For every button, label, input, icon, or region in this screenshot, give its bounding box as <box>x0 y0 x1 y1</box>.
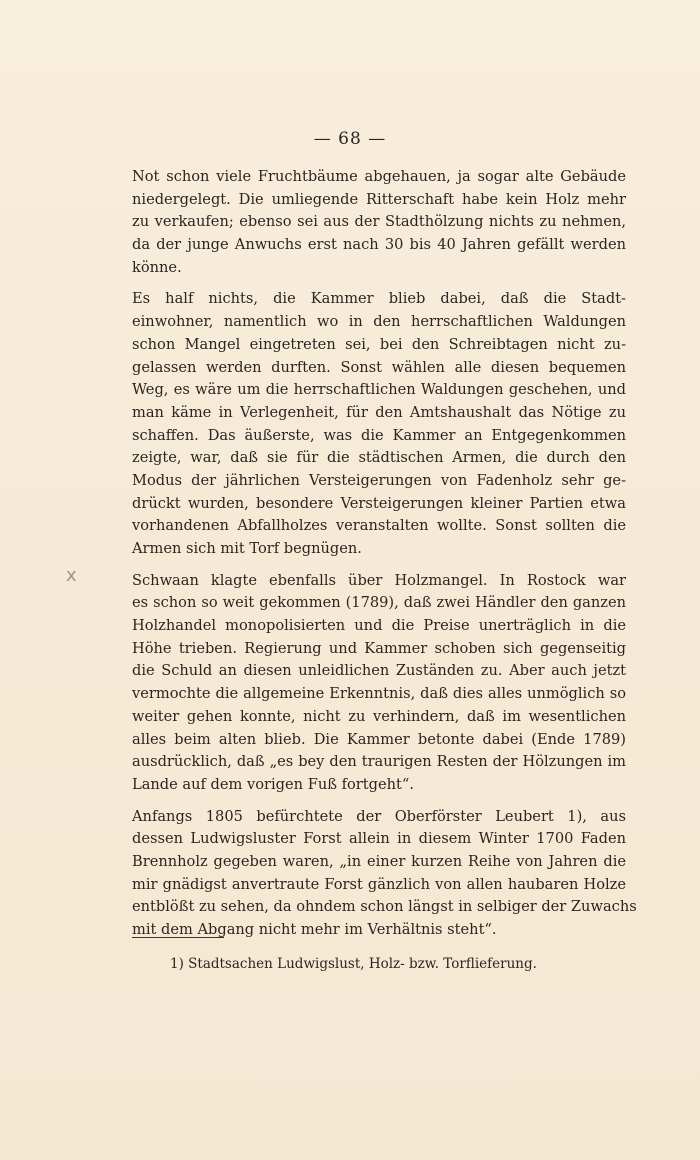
text-line: schaffen. Das äußerste, was die Kammer an Entgegenkommen <box>132 426 626 444</box>
text-line: da der junge Anwuchs erst nach 30 bis 40 Jahren gefällt werden <box>132 236 626 254</box>
text-line: man käme in Verlegenheit, für den Amtshaushalt das Nötige zu <box>132 403 626 421</box>
text-line: mit dem Abgang nicht mehr im Verhältnis steht“. <box>132 921 497 938</box>
footnote: 1) Stadtsachen Ludwigslust, Holz- bzw. Torflieferung. <box>170 956 537 972</box>
page-number: — 68 — <box>313 129 387 149</box>
text-line: ausdrücklich, daß „es bey den traurigen Resten der Hölzungen im <box>132 753 626 771</box>
text-line: es schon so weit gekommen (1789), daß zwei Händler den ganzen <box>132 594 626 612</box>
text-line: könne. <box>132 258 182 276</box>
footnote-rule <box>132 937 224 938</box>
text-line: Höhe trieben. Regierung und Kammer schoben sich gegenseitig <box>132 639 626 657</box>
text-line: Armen sich mit Torf begnügen. <box>132 540 362 557</box>
paragraph-4 <box>132 806 637 942</box>
text-line: weiter gehen konnte, nicht zu verhindern, daß im wesentlichen <box>132 707 626 725</box>
text-line: Es half nichts, die Kammer blieb dabei, daß die Stadt- <box>132 290 626 308</box>
margin-pencil-mark: x <box>66 565 77 586</box>
text-line: niedergelegt. Die umliegende Ritterschaft habe kein Holz mehr <box>132 190 626 208</box>
text-line: vermochte die allgemeine Erkenntnis, daß dies alles unmöglich so <box>132 685 626 703</box>
text-line: Not schon viele Fruchtbäume abgehauen, ja sogar alte Gebäude <box>132 168 626 185</box>
text-line: zeigte, war, daß sie für die städtischen Armen, die durch den <box>132 449 626 467</box>
text-line: Lande auf dem vorigen Fuß fortgeht“. <box>132 775 414 793</box>
body-text <box>132 166 637 951</box>
text-line: vorhandenen Abfallholzes veranstalten wollte. Sonst sollten die <box>132 517 626 535</box>
text-line: zu verkaufen; ebenso sei aus der Stadthölzung nichts zu nehmen, <box>132 213 626 231</box>
paragraph-2 <box>132 288 626 560</box>
text-line: schon Mangel eingetreten sei, bei den Schreibtagen nicht zu- <box>132 335 626 353</box>
text-line: gelassen werden durften. Sonst wählen alle diesen bequemen <box>132 358 626 376</box>
paragraph-1 <box>132 166 626 279</box>
text-line: Weg, es wäre um die herrschaftlichen Waldungen geschehen, und <box>132 381 626 399</box>
text-line: dessen Ludwigsluster Forst allein in diesem Winter 1700 Faden <box>132 830 626 848</box>
text-line: Modus der jährlichen Versteigerungen von Fadenholz sehr ge- <box>132 471 626 489</box>
text-line: Anfangs 1805 befürchtete der Oberförster Leubert 1), aus <box>132 807 626 825</box>
paragraph-3 <box>132 570 626 797</box>
text-line: entblößt zu sehen, da ohndem schon längst in selbiger der Zuwachs <box>132 898 637 916</box>
text-line: Brennholz gegeben waren, „in einer kurzen Reihe von Jahren die <box>132 852 626 870</box>
text-line: Holzhandel monopolisierten und die Preise unerträglich in die <box>132 617 626 635</box>
text-line: die Schuld an diesen unleidlichen Zuständen zu. Aber auch jetzt <box>132 662 626 680</box>
text-line: Schwaan klagte ebenfalls über Holzmangel. In Rostock war <box>132 571 626 589</box>
text-line: mir gnädigst anvertraute Forst gänzlich von allen haubaren Holze <box>132 875 626 893</box>
text-line: drückt wurden, besondere Versteigerungen kleiner Partien etwa <box>132 494 626 512</box>
text-line: alles beim alten blieb. Die Kammer betonte dabei (Ende 1789) <box>132 730 626 748</box>
text-line: einwohner, namentlich wo in den herrschaftlichen Waldungen <box>132 313 626 331</box>
